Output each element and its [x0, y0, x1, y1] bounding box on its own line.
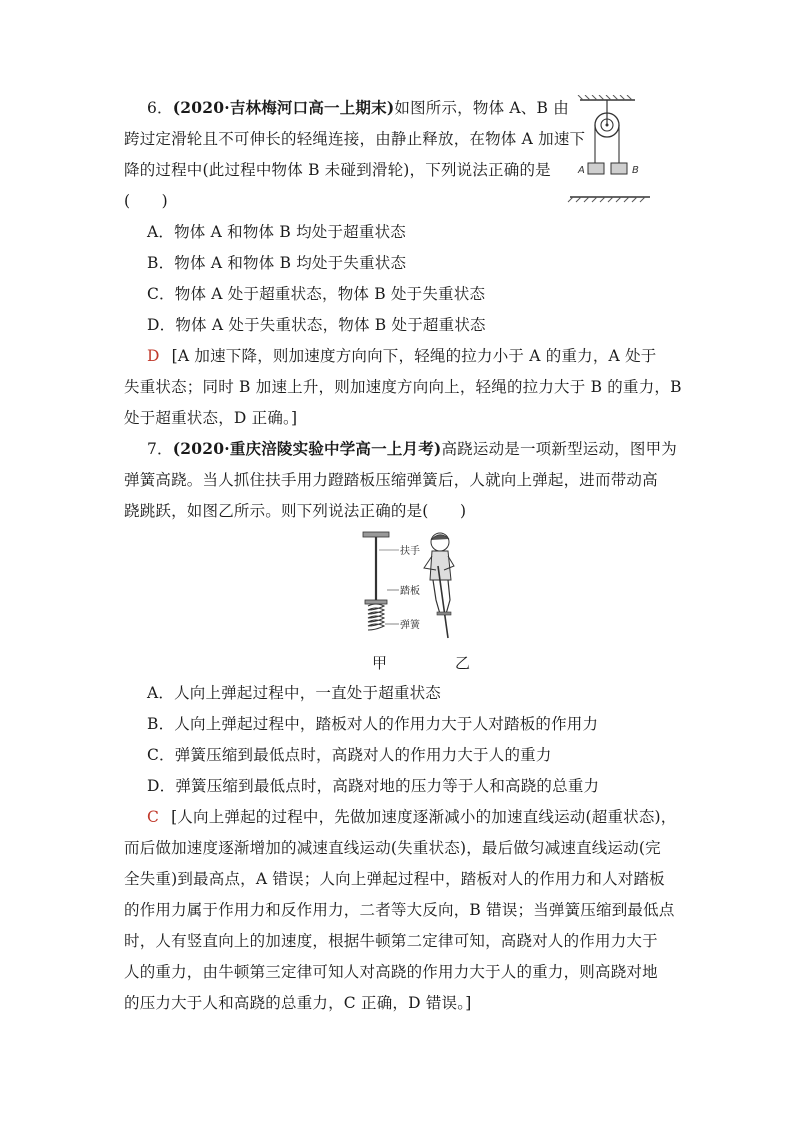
pulley-figure: [565, 95, 655, 205]
q7-stem-3: 跷跳跃，如图乙所示。则下列说法正确的是( ): [124, 502, 467, 520]
q6-number: 6．: [147, 99, 173, 117]
q7-number: 7．: [147, 440, 173, 458]
q6-explanation-3: 处于超重状态，D 正确。]: [124, 409, 298, 427]
q7-option-d: D．弹簧压缩到最低点时，高跷对地的压力等于人和高跷的总重力: [147, 777, 600, 795]
label-spring: 弹簧: [400, 620, 420, 631]
q6-option-c: C．物体 A 处于超重状态，物体 B 处于失重状态: [147, 285, 486, 303]
q6-option-d: D．物体 A 处于失重状态，物体 B 处于超重状态: [147, 316, 486, 334]
q7-explanation-3: 全失重)到最高点，A 错误；人向上弹起过程中，踏板对人的作用力和人对踏板: [124, 870, 665, 888]
q7-answer: C: [147, 808, 160, 826]
q7-explanation-1: C [人向上弹起的过程中，先做加速度逐渐减小的加速直线运动(超重状态)，: [147, 808, 677, 826]
label-a: A: [578, 165, 585, 176]
q7-explanation-5: 时，人有竖直向上的加速度，根据牛顿第二定律可知，高跷对人的作用力大于: [124, 932, 658, 950]
q7-option-c: C．弹簧压缩到最低点时，高跷对人的作用力大于人的重力: [147, 746, 552, 764]
caption-yi: 乙: [455, 654, 471, 672]
q6-explanation-1: D [A 加速下降，则加速度方向向下，轻绳的拉力小于 A 的重力，A 处于: [147, 347, 657, 365]
person-jumping-figure: [418, 528, 468, 640]
q6-explanation-2: 失重状态；同时 B 加速上升，则加速度方向向上，轻绳的拉力大于 B 的重力，B: [124, 378, 682, 396]
q7-source: (2020·重庆涪陵实验中学高一上月考): [172, 439, 442, 458]
q6-answer: D: [147, 347, 160, 365]
q6-stem-3: 降的过程中(此过程中物体 B 未碰到滑轮)，下列说法正确的是: [124, 161, 551, 179]
q7-explanation-4: 的作用力属于作用力和反作用力，二者等大反向，B 错误；当弹簧压缩到最低点: [124, 901, 675, 919]
q6-source: (2020·吉林梅河口高一上期末): [172, 98, 395, 117]
q6-stem-2: 跨过定滑轮且不可伸长的轻绳连接，由静止释放，在物体 A 加速下: [124, 130, 586, 148]
label-b: B: [632, 165, 639, 176]
caption-jia: 甲: [372, 654, 388, 672]
q7-explanation-7: 的压力大于人和高跷的总重力，C 正确，D 错误。]: [124, 994, 472, 1012]
q7-line-1: [147, 439, 707, 459]
q7-stem-1: 高跷运动是一项新型运动，图甲为: [441, 440, 677, 458]
q6-stem-4: ( ): [124, 192, 168, 210]
q6-option-b: B．物体 A 和物体 B 均处于失重状态: [147, 254, 407, 272]
q6-option-a: A．物体 A 和物体 B 均处于超重状态: [147, 223, 406, 241]
label-pedal: 踏板: [400, 586, 420, 597]
q7-option-a: A．人向上弹起过程中，一直处于超重状态: [147, 684, 441, 702]
q7-explanation-6: 人的重力，由牛顿第三定律可知人对高跷的作用力大于人的重力，则高跷对地: [124, 963, 658, 981]
label-handle: 扶手: [400, 546, 420, 557]
q7-option-b: B．人向上弹起过程中，踏板对人的作用力大于人对踏板的作用力: [147, 715, 599, 733]
q6-stem-1: 如图所示，物体 A、B 由: [394, 99, 569, 117]
q7-stem-2: 弹簧高跷。当人抓住扶手用力蹬踏板压缩弹簧后，人就向上弹起，进而带动高: [124, 471, 658, 489]
q7-explanation-2: 而后做加速度逐渐增加的减速直线运动(失重状态)，最后做匀减速直线运动(完: [124, 839, 661, 857]
